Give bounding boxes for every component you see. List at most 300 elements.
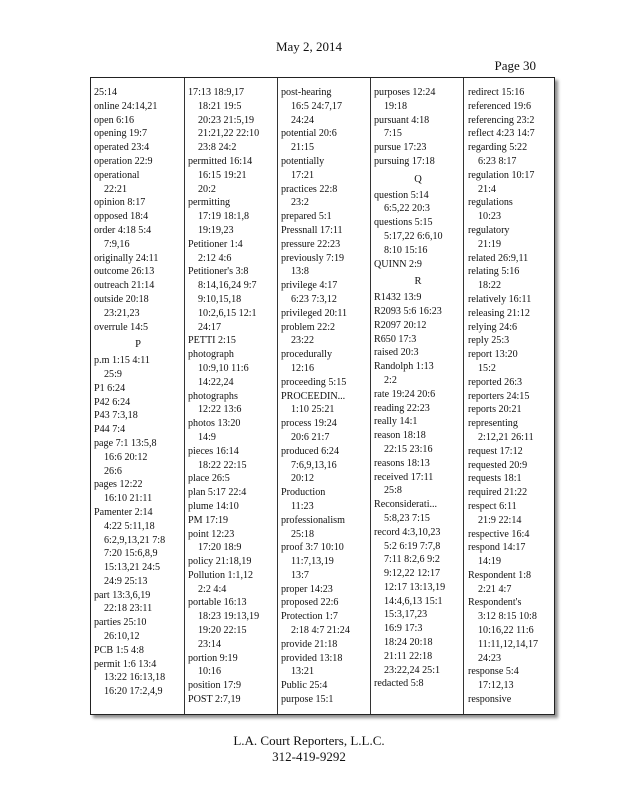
index-term-line: opposed 18:4 <box>94 211 149 223</box>
index-entry <box>468 141 556 169</box>
index-ref-line: 16:9 17:3 <box>384 623 423 635</box>
index-entry <box>94 224 182 252</box>
index-entry <box>374 114 462 142</box>
index-ref-line: 2:21 4:7 <box>478 583 512 595</box>
index-entry <box>374 319 462 333</box>
index-entry <box>281 252 369 280</box>
index-ref-line: 14:4,6,13 15:1 <box>384 595 443 607</box>
index-term-line: post-hearing <box>281 87 332 98</box>
index-entry <box>374 360 462 388</box>
index-entry <box>281 652 369 680</box>
index-entry <box>94 114 182 128</box>
index-ref-line: 9:12,22 12:17 <box>384 568 441 580</box>
column-divider <box>370 78 371 714</box>
index-term-line: record 4:3,10,23 <box>374 526 441 538</box>
index-term-line: policy 21:18,19 <box>188 556 252 568</box>
index-ref-line: 18:22 22:15 <box>198 459 247 471</box>
index-entry <box>468 486 556 500</box>
index-term-line: privilege 4:17 <box>281 280 338 292</box>
index-ref-line: 19:19,23 <box>198 224 234 236</box>
index-entry <box>281 486 369 514</box>
index-ref-line: 24:24 <box>291 114 314 126</box>
index-term-line: Reconsiderati... <box>374 499 438 511</box>
index-entry <box>374 333 462 347</box>
index-entry <box>374 216 462 257</box>
index-entry <box>468 390 556 404</box>
index-entry <box>374 189 462 217</box>
index-entry <box>374 141 462 155</box>
index-ref-line: 23:2 <box>291 197 309 209</box>
index-term-line: place 26:5 <box>188 473 230 485</box>
index-entry <box>281 596 369 610</box>
index-ref-line: 22:18 23:11 <box>104 603 153 615</box>
index-entry <box>281 583 369 597</box>
index-term-line: proceeding 5:15 <box>281 376 347 388</box>
index-entry <box>94 86 182 100</box>
index-column-2 <box>188 86 276 707</box>
index-term-line: requested 20:9 <box>468 459 528 471</box>
index-entry <box>188 652 276 680</box>
index-ref-line: 10:23 <box>478 211 501 223</box>
index-ref-line: 6:23 7:3,12 <box>291 293 337 305</box>
index-entry <box>188 155 276 196</box>
index-ref-line: 2:2 <box>384 374 397 386</box>
index-entry <box>94 396 182 410</box>
index-entry <box>374 677 462 691</box>
index-term-line: photographs <box>188 390 238 402</box>
index-entry <box>94 196 182 210</box>
index-entry <box>188 472 276 486</box>
index-entry <box>468 569 556 597</box>
index-ref-line: 16:10 21:11 <box>104 493 153 505</box>
index-entry <box>188 334 276 348</box>
index-entry <box>468 265 556 293</box>
index-ref-line: 23:14 <box>198 638 221 650</box>
index-term-line: plume 14:10 <box>188 500 239 512</box>
index-entry <box>94 252 182 266</box>
index-entry <box>188 528 276 556</box>
index-term-line: regarding 5:22 <box>468 142 528 154</box>
index-entry <box>281 348 369 376</box>
index-column-5 <box>468 86 556 707</box>
index-term-line: respect 6:11 <box>468 500 517 512</box>
index-term-line: regulatory <box>468 224 510 236</box>
index-term-line: opening 19:7 <box>94 128 147 140</box>
index-term-line: pages 12:22 <box>94 479 143 491</box>
index-term-line: permitted 16:14 <box>188 155 253 167</box>
index-term-line: opinion 8:17 <box>94 197 146 209</box>
index-term-line: previously 7:19 <box>281 252 345 264</box>
index-term-line: redirect 15:16 <box>468 87 525 98</box>
index-entry <box>94 506 182 589</box>
index-term-line: reading 22:23 <box>374 402 430 414</box>
index-term-line: Pamenter 2:14 <box>94 506 153 518</box>
index-term-line: 25:14 <box>94 87 117 98</box>
index-entry <box>281 183 369 211</box>
index-ref-line: 21:11 22:18 <box>384 650 433 662</box>
index-ref-line: 23:8 24:2 <box>198 142 237 154</box>
index-ref-line: 6:23 8:17 <box>478 155 517 167</box>
index-ref-line: 21:4 <box>478 183 496 195</box>
index-term-line: PM 17:19 <box>188 514 229 526</box>
index-ref-line: 24:9 25:13 <box>104 575 148 587</box>
index-term-line: overrule 14:5 <box>94 321 149 333</box>
index-term-line: purposes 12:24 <box>374 87 436 98</box>
index-term-line: reported 26:3 <box>468 376 523 388</box>
index-term-line: Randolph 1:13 <box>374 361 434 373</box>
index-entry <box>468 541 556 569</box>
index-term-line: rate 19:24 20:6 <box>374 388 436 400</box>
index-term-line: Protection 1:7 <box>281 611 338 623</box>
index-ref-line: 16:6 20:12 <box>104 451 148 463</box>
footer-phone: 312-419-9292 <box>272 749 346 764</box>
index-ref-line: 7:6,9,13,16 <box>291 459 337 471</box>
index-ref-line: 23:22 <box>291 335 314 347</box>
index-ref-line: 10:2,6,15 12:1 <box>198 307 257 319</box>
index-entry <box>374 305 462 319</box>
index-ref-line: 7:9,16 <box>104 238 130 250</box>
index-ref-line: 18:23 19:13,19 <box>198 611 260 623</box>
index-term-line: representing <box>468 418 518 430</box>
section-letter: P <box>135 339 141 351</box>
index-entry <box>374 471 462 499</box>
index-term-line: procedurally <box>281 349 333 361</box>
index-term-line: request 17:12 <box>468 445 523 457</box>
index-ref-line: 20:23 21:5,19 <box>198 114 255 126</box>
index-term-line: produced 6:24 <box>281 445 340 457</box>
index-entry <box>281 514 369 542</box>
index-ref-line: 13:7 <box>291 569 309 581</box>
index-ref-line: 7:11 8:2,6 9:2 <box>384 554 440 566</box>
index-term-line: prepared 5:1 <box>281 211 332 223</box>
index-entry <box>281 127 369 155</box>
index-entry <box>468 459 556 473</box>
index-ref-line: 21:21,22 22:10 <box>198 128 260 140</box>
index-entry <box>281 610 369 638</box>
index-entry <box>468 100 556 114</box>
index-entry <box>188 500 276 514</box>
index-ref-line: 12:17 13:13,19 <box>384 581 446 593</box>
index-term-line: R2093 5:6 16:23 <box>374 305 442 317</box>
index-term-line: Respondent 1:8 <box>468 569 532 581</box>
page-date: May 2, 2014 <box>275 39 343 54</box>
index-term-line: regulation 10:17 <box>468 169 535 181</box>
index-entry <box>468 114 556 128</box>
index-term-line: R2097 20:12 <box>374 319 427 331</box>
index-entry <box>94 644 182 658</box>
index-entry <box>94 409 182 423</box>
column-divider <box>184 78 185 714</box>
index-ref-line: 22:21 <box>104 183 127 195</box>
page-number: Page 30 <box>494 58 536 73</box>
index-term-line: reflect 4:23 14:7 <box>468 128 535 140</box>
column-divider <box>463 78 464 714</box>
index-term-line: pursuant 4:18 <box>374 114 430 126</box>
index-term-line: respective 16:4 <box>468 528 530 540</box>
index-entry <box>188 555 276 569</box>
index-term-line: related 26:9,11 <box>468 252 529 264</box>
index-ref-line: 18:22 <box>478 280 501 292</box>
index-entry <box>468 86 556 100</box>
index-entry <box>468 472 556 486</box>
index-term-line: Petitioner 1:4 <box>188 238 243 250</box>
index-entry <box>281 210 369 224</box>
index-term-line: pursuing 17:18 <box>374 155 435 167</box>
index-entry <box>468 169 556 197</box>
index-term-line: photograph <box>188 349 234 361</box>
index-ref-line: 15:13,21 24:5 <box>104 562 161 574</box>
index-term-line: R650 17:3 <box>374 333 417 345</box>
index-term-line: requests 18:1 <box>468 473 522 485</box>
index-ref-line: 18:21 19:5 <box>198 100 242 112</box>
index-term-line: PROCEEDIN... <box>281 390 346 402</box>
index-term-line: order 4:18 5:4 <box>94 224 152 236</box>
index-ref-line: 26:6 <box>104 465 122 477</box>
index-entry <box>94 616 182 644</box>
index-term-line: received 17:11 <box>374 471 434 483</box>
index-entry <box>281 638 369 652</box>
index-ref-line: 17:21 <box>291 169 314 181</box>
index-term-line: referencing 23:2 <box>468 114 535 126</box>
index-ref-line: 13:8 <box>291 266 309 278</box>
index-ref-line: 17:12,13 <box>478 680 514 692</box>
index-entry <box>281 307 369 321</box>
index-entry <box>188 486 276 500</box>
index-term-line: Pressnall 17:11 <box>281 224 343 236</box>
index-entry <box>468 445 556 459</box>
index-entry <box>374 346 462 360</box>
index-entry <box>94 265 182 279</box>
index-entry <box>188 86 276 155</box>
index-ref-line: 23:21,23 <box>104 307 140 319</box>
index-ref-line: 12:22 13:6 <box>198 404 242 416</box>
index-ref-line: 5:8,23 7:15 <box>384 512 430 524</box>
index-ref-line: 11:7,13,19 <box>291 556 334 568</box>
index-term-line: pursue 17:23 <box>374 142 427 154</box>
index-term-line: question 5:14 <box>374 189 429 201</box>
index-entry <box>188 596 276 651</box>
index-entry <box>281 224 369 238</box>
index-entry <box>188 514 276 528</box>
index-ref-line: 2:2 4:4 <box>198 583 227 595</box>
index-ref-line: 23:22,24 25:1 <box>384 664 441 676</box>
index-ref-line: 25:8 <box>384 485 402 497</box>
index-entry <box>188 417 276 445</box>
index-term-line: outreach 21:14 <box>94 280 155 292</box>
column-divider <box>277 78 278 714</box>
index-ref-line: 12:16 <box>291 362 314 374</box>
index-entry <box>468 417 556 445</box>
index-ref-line: 20:2 <box>198 183 216 195</box>
index-column-3 <box>281 86 369 707</box>
index-term-line: P44 7:4 <box>94 424 126 436</box>
index-ref-line: 7:15 <box>384 128 402 140</box>
index-ref-line: 14:19 <box>478 556 501 568</box>
index-ref-line: 11:23 <box>291 500 314 512</box>
index-term-line: open 6:16 <box>94 114 135 126</box>
index-entry <box>188 348 276 389</box>
index-ref-line: 5:17,22 6:6,10 <box>384 230 443 242</box>
index-entry <box>374 388 462 402</box>
index-entry <box>468 334 556 348</box>
index-ref-line: 24:23 <box>478 652 501 664</box>
index-term-line: pressure 22:23 <box>281 238 341 250</box>
index-entry <box>281 155 369 183</box>
index-ref-line: 2:18 4:7 21:24 <box>291 625 350 637</box>
index-term-line: proper 14:23 <box>281 583 333 595</box>
footer-company: L.A. Court Reporters, L.L.C. <box>233 733 385 748</box>
index-entry <box>374 291 462 305</box>
index-ref-line: 16:15 19:21 <box>198 169 247 181</box>
index-term-line: page 7:1 13:5,8 <box>94 437 157 449</box>
index-term-line: POST 2:7,19 <box>188 694 241 706</box>
index-term-line: operation 22:9 <box>94 155 153 167</box>
index-term-line: professionalism <box>281 514 345 526</box>
index-entry <box>468 693 556 707</box>
index-term-line: provided 13:18 <box>281 652 343 664</box>
index-entry <box>188 196 276 237</box>
index-ref-line: 10:9,10 11:6 <box>198 362 249 374</box>
index-entry <box>281 321 369 349</box>
index-term-line: questions 5:15 <box>374 217 433 229</box>
index-ref-line: 19:20 22:15 <box>198 625 247 637</box>
index-entry <box>374 155 462 169</box>
index-ref-line: 1:10 25:21 <box>291 404 335 416</box>
index-term-line: permit 1:6 13:4 <box>94 658 157 670</box>
index-entry <box>94 155 182 169</box>
index-entry <box>281 541 369 582</box>
index-ref-line: 10:16,22 11:6 <box>478 625 534 637</box>
index-column-4 <box>374 86 462 691</box>
index-ref-line: 20:6 21:7 <box>291 431 330 443</box>
index-ref-line: 16:20 17:2,4,9 <box>104 686 163 698</box>
index-entry <box>468 224 556 252</box>
index-column-1 <box>94 86 182 699</box>
index-ref-line: 8:10 15:16 <box>384 244 428 256</box>
index-term-line: PCB 1:5 4:8 <box>94 644 144 656</box>
index-frame <box>90 77 555 715</box>
index-term-line: Public 25:4 <box>281 680 328 692</box>
index-term-line: provide 21:18 <box>281 638 338 650</box>
index-entry <box>94 279 182 293</box>
index-term-line: permitting <box>188 197 231 209</box>
index-term-line: potential 20:6 <box>281 128 337 140</box>
index-entry <box>374 498 462 526</box>
index-term-line: problem 22:2 <box>281 321 336 333</box>
index-term-line: operational <box>94 169 140 181</box>
index-entry <box>94 100 182 114</box>
index-term-line: Production <box>281 487 326 499</box>
index-entry <box>94 658 182 699</box>
index-entry <box>281 693 369 707</box>
index-ref-line: 6:2,9,13,21 7:8 <box>104 534 166 546</box>
index-term-line: portable 16:13 <box>188 597 247 609</box>
index-ref-line: 11:11,12,14,17 <box>478 638 539 650</box>
index-ref-line: 7:20 15:6,8,9 <box>104 548 158 560</box>
index-term-line: P42 6:24 <box>94 396 131 408</box>
index-term-line: relating 5:16 <box>468 266 520 278</box>
section-letter: Q <box>414 173 422 185</box>
index-entry <box>281 445 369 486</box>
index-term-line: reports 20:21 <box>468 404 522 416</box>
index-ref-line: 26:10,12 <box>104 631 140 643</box>
index-ref-line: 14:22,24 <box>198 376 234 388</box>
index-entry <box>94 437 182 478</box>
index-entry <box>468 403 556 417</box>
index-term-line: Pollution 1:1,12 <box>188 569 254 581</box>
index-ref-line: 17:19 18:1,8 <box>198 211 250 223</box>
index-term-line: 17:13 18:9,17 <box>188 87 245 98</box>
index-term-line: relatively 16:11 <box>468 293 532 305</box>
index-term-line: proposed 22:6 <box>281 597 339 609</box>
index-term-line: process 19:24 <box>281 418 337 430</box>
index-ref-line: 2:12 4:6 <box>198 252 232 264</box>
index-entry <box>188 238 276 266</box>
index-ref-line: 8:14,16,24 9:7 <box>198 280 257 292</box>
index-entry <box>281 376 369 390</box>
index-entry <box>468 321 556 335</box>
index-term-line: PETTI 2:15 <box>188 335 236 347</box>
index-ref-line: 24:17 <box>198 321 221 333</box>
index-entry <box>374 402 462 416</box>
index-ref-line: 25:18 <box>291 528 314 540</box>
index-entry <box>94 382 182 396</box>
index-term-line: P1 6:24 <box>94 382 126 394</box>
index-ref-line: 13:22 16:13,18 <box>104 672 166 684</box>
index-term-line: reply 25:3 <box>468 335 510 347</box>
index-entry <box>468 252 556 266</box>
index-term-line: respond 14:17 <box>468 542 526 554</box>
index-ref-line: 21:19 <box>478 238 501 250</box>
index-entry <box>94 589 182 617</box>
index-term-line: practices 22:8 <box>281 183 338 195</box>
index-entry <box>94 169 182 197</box>
index-ref-line: 3:12 8:15 10:8 <box>478 611 537 623</box>
index-term-line: position 17:9 <box>188 680 241 692</box>
index-ref-line: 10:16 <box>198 666 221 678</box>
index-term-line: privileged 20:11 <box>281 307 348 319</box>
index-term-line: raised 20:3 <box>374 347 419 359</box>
index-entry <box>94 210 182 224</box>
index-term-line: reason 18:18 <box>374 430 426 442</box>
index-term-line: releasing 21:12 <box>468 307 530 319</box>
index-entry <box>94 423 182 437</box>
index-term-line: p.m 1:15 4:11 <box>94 355 150 367</box>
index-entry <box>468 500 556 528</box>
index-term-line: outcome 26:13 <box>94 266 155 278</box>
index-term-line: purpose 15:1 <box>281 694 334 706</box>
index-entry <box>468 376 556 390</box>
index-term-line: Respondent's <box>468 597 522 609</box>
index-ref-line: 15:2 <box>478 362 496 374</box>
index-entry <box>188 569 276 597</box>
index-term-line: regulations <box>468 197 513 209</box>
index-ref-line: 5:2 6:19 7:7,8 <box>384 540 441 552</box>
index-entry <box>468 348 556 376</box>
index-ref-line: 21:15 <box>291 142 314 154</box>
index-entry <box>374 429 462 457</box>
index-entry <box>94 321 182 335</box>
index-term-line: QUINN 2:9 <box>374 258 422 270</box>
index-term-line: proof 3:7 10:10 <box>281 542 344 554</box>
index-entry <box>281 417 369 445</box>
index-ref-line: 13:21 <box>291 666 314 678</box>
index-term-line: report 13:20 <box>468 349 518 361</box>
section-letter: R <box>414 276 422 288</box>
index-ref-line: 9:10,15,18 <box>198 293 242 305</box>
index-ref-line: 21:9 22:14 <box>478 514 522 526</box>
index-term-line: R1432 13:9 <box>374 292 422 304</box>
